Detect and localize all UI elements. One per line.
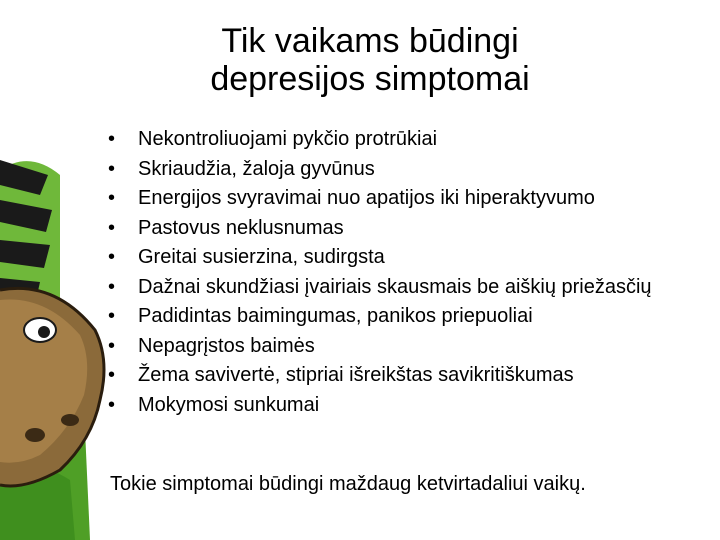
- list-item-text: Greitai susierzina, sudirgsta: [138, 246, 385, 268]
- list-item: [108, 391, 708, 421]
- list-item-text: Skriaudžia, žaloja gyvūnus: [138, 157, 375, 180]
- list-item-text: Nekontroliuojami pykčio protrūkiai: [138, 128, 438, 150]
- bullet-icon: •: [108, 334, 116, 357]
- list-item-text: Pastovus neklusnumas: [138, 216, 344, 239]
- bullet-icon: •: [108, 364, 116, 386]
- bullet-icon: •: [108, 187, 116, 209]
- list-item: [108, 332, 708, 362]
- list-item: [108, 243, 708, 273]
- cartoon-donkey-illustration: [0, 0, 120, 540]
- list-item-text: Žema savivertė, stipriai išreikštas savikritiškumas: [138, 364, 574, 386]
- bullet-icon: •: [108, 305, 116, 327]
- list-item: [108, 214, 708, 244]
- list-item: [108, 125, 708, 155]
- list-item-text: Mokymosi sunkumai: [138, 393, 320, 416]
- bullet-icon: •: [108, 216, 116, 239]
- bullet-icon: •: [108, 275, 116, 298]
- bullet-icon: •: [108, 393, 116, 416]
- list-item-text: Nepagrįstos baimės: [138, 334, 315, 357]
- title-line-1: Tik vaikams būdingi: [221, 22, 519, 60]
- slide-title: [110, 22, 630, 98]
- list-item: [108, 155, 708, 185]
- list-item: [108, 361, 708, 391]
- bullet-icon: •: [108, 157, 116, 180]
- bullet-icon: •: [108, 246, 116, 268]
- list-item-text: Dažnai skundžiasi įvairiais skausmais be aiškių priežasčių: [138, 275, 652, 298]
- list-item: [108, 273, 708, 303]
- summary-text: Tokie simptomai būdingi maždaug ketvirtadaliui vaikų.: [110, 473, 586, 495]
- bullet-icon: •: [108, 128, 116, 150]
- list-item: [108, 184, 708, 214]
- symptom-list: [108, 125, 708, 420]
- list-item-text: Energijos svyravimai nuo apatijos iki hiperaktyvumo: [138, 187, 595, 209]
- list-item-text: Padidintas baimingumas, panikos priepuoliai: [138, 305, 533, 327]
- list-item: [108, 302, 708, 332]
- title-line-2: depresijos simptomai: [210, 60, 530, 98]
